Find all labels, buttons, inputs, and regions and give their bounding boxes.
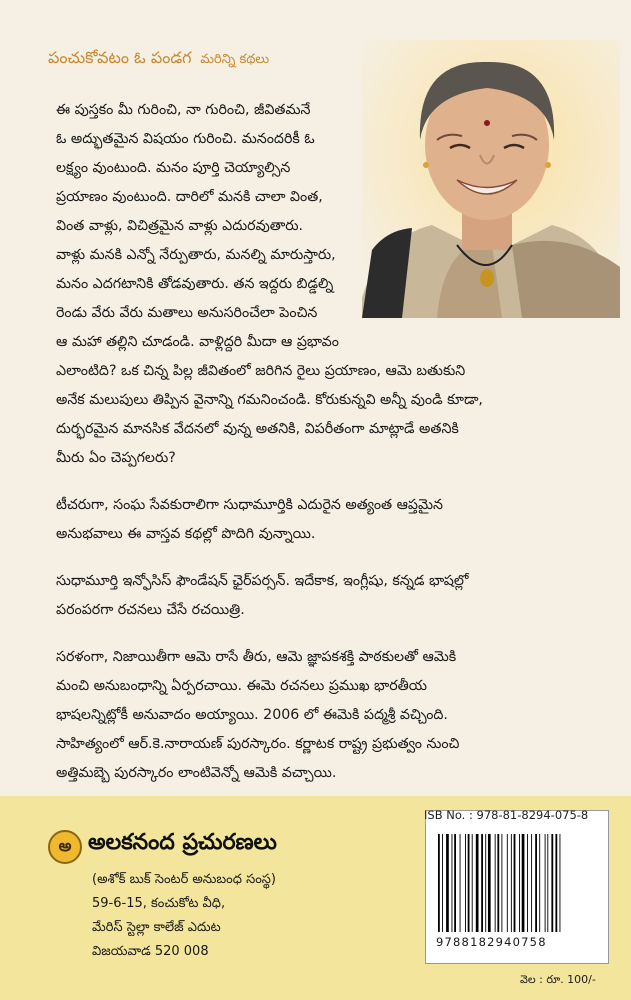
blurb-paragraph-3 <box>56 567 586 625</box>
barcode-bar <box>452 834 453 932</box>
text-line: ఎలాంటిది? ఒక చిన్న పిల్ల జీవితంలో జరిగిన రైలు ప్రయాణం, ఆమె బతుకుని <box>56 363 466 379</box>
text-line: భాషలన్నిట్లోకీ అనువాదం అయ్యాయి. 2006 లో ఈమెకి పద్మశ్రీ వచ్చింది. <box>56 707 448 723</box>
publisher-name: అలకనంద ప్రచురణలు <box>88 830 277 855</box>
barcode-bar <box>488 834 491 932</box>
blurb-paragraph-4 <box>56 643 586 788</box>
barcode-bar <box>497 834 499 932</box>
barcode-bar <box>485 834 486 932</box>
barcode-bar <box>438 834 440 932</box>
barcode-bar <box>446 834 449 932</box>
blurb-paragraph-1 <box>56 96 586 473</box>
barcode-bar <box>454 834 456 932</box>
publisher-logo-icon: అ <box>48 830 82 864</box>
text-line: సాహిత్యంలో ఆర్.కె.నారాయణ్ పురస్కారం. కర్ణాటక రాష్ట్ర ప్రభుత్వం నుంచి <box>56 736 460 752</box>
text-line: టీచరుగా, సంఘ సేవకురాలిగా సుధామూర్తికి ఎదురైన అత్యంత ఆప్తమైన <box>56 497 443 513</box>
address-line: మేరిస్ స్టెల్లా కాలేజ్ ఎదుట <box>92 920 221 935</box>
barcode-bar <box>472 834 473 932</box>
publisher-address <box>92 868 276 964</box>
barcode-bar <box>465 834 466 932</box>
barcode-bar <box>555 834 557 932</box>
text-line: వాళ్లు మనకి ఎన్నో నేర్పుతారు, మనల్ని మారుస్తారు, <box>56 247 336 263</box>
barcode-bar <box>481 834 483 932</box>
address-line: (అశోక్ బుక్ సెంటర్ అనుబంధ సంస్థ) <box>92 872 276 887</box>
blurb <box>56 96 586 806</box>
text-line: మనం ఎదగటానికి తోడవుతారు. తన ఇద్దరు బిడ్డల్ని <box>56 276 334 292</box>
text-line: ఆ మహా తల్లిని చూడండి. వాళ్లిద్దరి మీదా ఆ ప్రభావం <box>56 334 339 350</box>
text-line: అనుభవాలు ఈ వాస్తవ కథల్లో పొదిగి వున్నాయి. <box>56 526 316 542</box>
text-line: అత్తిమబ్బె పురస్కారం లాంటివెన్నో ఆమెకి వచ్చాయి. <box>56 765 337 781</box>
barcode-bar <box>551 834 553 932</box>
publisher-footer <box>0 796 631 1000</box>
barcode-bar <box>468 834 470 932</box>
title-subtitle: మరిన్ని కథలు <box>200 52 270 67</box>
barcode-bar <box>501 834 502 932</box>
barcode <box>436 834 596 932</box>
barcode-number: 9788182940758 <box>436 935 547 949</box>
barcode-bar <box>442 834 443 932</box>
text-line: దుర్భరమైన మానసిక వేదనలో వున్న అతనికి, విపరీతంగా మాట్లాడే అతనికి <box>56 421 459 437</box>
barcode-bar <box>560 834 561 932</box>
text-line: ప్రయాణం వుంటుంది. దారిలో మనకి చాలా వింత, <box>56 189 323 205</box>
blurb-paragraph-2 <box>56 491 586 549</box>
barcode-bar <box>511 834 512 932</box>
barcode-bar <box>476 834 479 932</box>
barcode-bar <box>514 834 516 932</box>
book-title <box>48 48 269 71</box>
isbn-number: ISB No. : 978-81-8294-075-8 <box>424 808 589 822</box>
address-line: 59-6-15, కంచుకోట వీధి, <box>92 896 226 911</box>
text-line: లక్ష్యం వుంటుంది. మనం పూర్తి చెయ్యాల్సిన <box>56 160 291 176</box>
text-line: మంచి అనుబంధాన్ని ఏర్పరచాయి. ఈమె రచనలు ప్రముఖ భారతీయ <box>56 678 428 694</box>
text-line: రెండు వేరు వేరు మతాలు అనుసరించేలా పెంచిన <box>56 305 318 321</box>
text-line: సుధామూర్తి ఇన్ఫోసిస్ ఫౌండేషన్ ఛైర్‌పర్సన్. ఇదేకాక, ఇంగ్లీషు, కన్నడ భాషల్లో <box>56 573 469 589</box>
barcode-bar <box>547 834 548 932</box>
text-line: ఓ అద్భుతమైన విషయం గురించి. మనందరికీ ఓ <box>56 131 315 147</box>
address-line: విజయవాడ 520 008 <box>92 944 209 959</box>
barcode-bar <box>531 834 532 932</box>
text-line: అనేక మలుపులు తిప్పిన వైనాన్ని గమనించండి. కోరుకున్నవి అన్నీ వుండి కూడా, <box>56 392 483 408</box>
barcode-bar <box>519 834 520 932</box>
barcode-bar <box>507 834 508 932</box>
price-label: వెల : రూ. 100/- <box>520 973 596 986</box>
title-main: పంచుకోవటం ఓ పండగ <box>48 48 192 67</box>
barcode-bar <box>545 834 546 932</box>
barcode-bar <box>539 834 540 932</box>
text-line: సరళంగా, నిజాయితీగా ఆమె రాసే తీరు, ఆమె జ్ఞాపకశక్తి పాఠకులతో ఆమెకి <box>56 649 457 665</box>
text-line: వింత వాళ్లు, విచిత్రమైన వాళ్లు ఎదురవుతారు. <box>56 218 304 234</box>
text-line: మీరు ఏం చెప్పగలరు? <box>56 450 176 466</box>
barcode-bar <box>527 834 528 932</box>
text-line: పరంపరగా రచనలు చేసే రచయిత్రి. <box>56 602 245 618</box>
barcode-bar <box>495 834 496 932</box>
text-line: ఈ పుస్తకం మీ గురించి, నా గురించి, జీవితమనే <box>56 102 311 118</box>
barcode-bar <box>522 834 525 932</box>
barcode-bar <box>460 834 461 932</box>
barcode-bar <box>535 834 537 932</box>
